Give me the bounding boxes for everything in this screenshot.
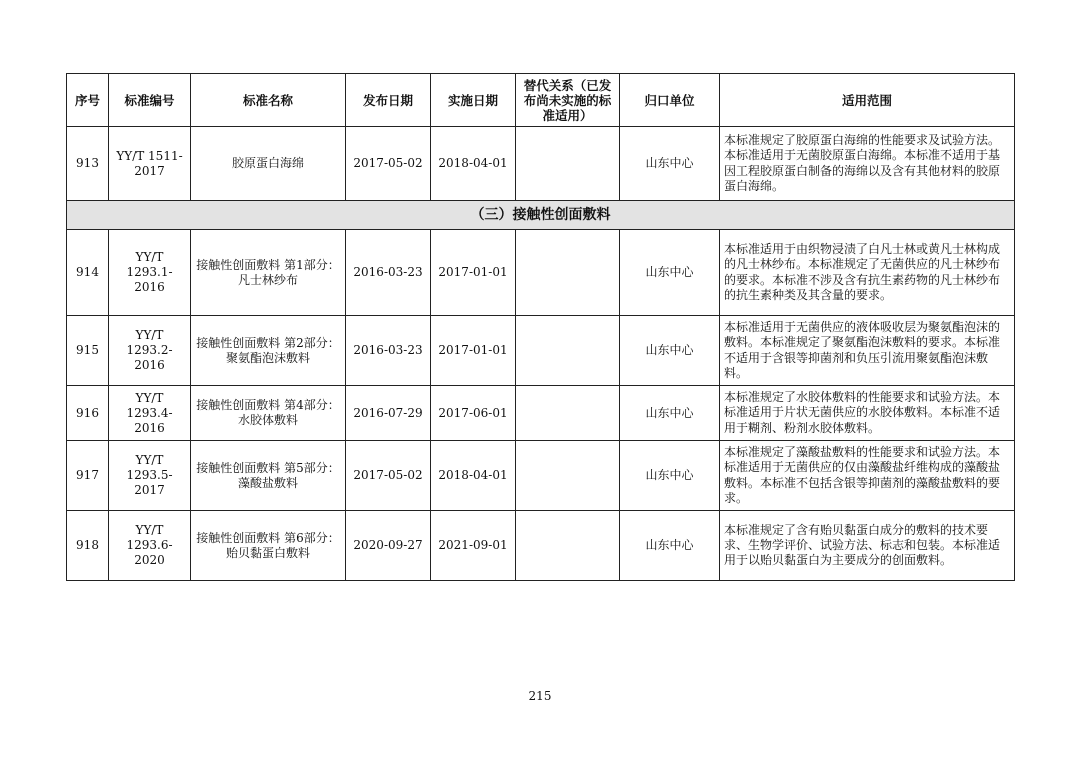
table-row: [67, 230, 1015, 316]
row-number: 914: [67, 230, 109, 316]
row-number: 916: [67, 386, 109, 441]
standard-code: YY/T 1293.1-2016: [109, 230, 191, 316]
standard-code: YY/T 1293.5-2017: [109, 441, 191, 511]
scope: 本标准规定了胶原蛋白海绵的性能要求及试验方法。本标准适用于无菌胶原蛋白海绵。本标准不适用于基因工程胶原蛋白制备的海绵以及含有其他材料的胶原蛋白海绵。: [720, 127, 1015, 201]
publish-date: 2017-05-02: [346, 127, 431, 201]
standard-name: 接触性创面敷料 第4部分：水胶体敷料: [191, 386, 346, 441]
replacement: [516, 316, 620, 386]
header-cell-replacement: 替代关系（已发布尚未实施的标准适用）: [516, 74, 620, 127]
row-number: 913: [67, 127, 109, 201]
unit: 山东中心: [620, 316, 720, 386]
header-cell-code: 标准编号: [109, 74, 191, 127]
standard-name: 接触性创面敷料 第1部分：凡士林纱布: [191, 230, 346, 316]
table-row: [67, 127, 1015, 201]
row-number: 918: [67, 511, 109, 581]
unit: 山东中心: [620, 127, 720, 201]
header-row: [67, 74, 1015, 127]
implement-date: 2021-09-01: [431, 511, 516, 581]
standard-code: YY/T 1293.2-2016: [109, 316, 191, 386]
table-row: [67, 441, 1015, 511]
standards-table: [66, 73, 1015, 581]
replacement: [516, 127, 620, 201]
table-row: [67, 511, 1015, 581]
implement-date: 2017-01-01: [431, 316, 516, 386]
publish-date: 2020-09-27: [346, 511, 431, 581]
scope: 本标准规定了水胶体敷料的性能要求和试验方法。本标准适用于片状无菌供应的水胶体敷料。本标准不适用于糊剂、粉剂水胶体敷料。: [720, 386, 1015, 441]
implement-date: 2017-06-01: [431, 386, 516, 441]
scope: 本标准适用于无菌供应的液体吸收层为聚氨酯泡沫的敷料。本标准规定了聚氨酯泡沫敷料的要求。本标准不适用于含银等抑菌剂和负压引流用聚氨酯泡沫敷料。: [720, 316, 1015, 386]
implement-date: 2017-01-01: [431, 230, 516, 316]
implement-date: 2018-04-01: [431, 127, 516, 201]
standard-code: YY/T 1511-2017: [109, 127, 191, 201]
standard-name: 接触性创面敷料 第2部分：聚氨酯泡沫敷料: [191, 316, 346, 386]
publish-date: 2017-05-02: [346, 441, 431, 511]
publish-date: 2016-07-29: [346, 386, 431, 441]
unit: 山东中心: [620, 511, 720, 581]
standard-code: YY/T 1293.4-2016: [109, 386, 191, 441]
header-cell-name: 标准名称: [191, 74, 346, 127]
scope: 本标准规定了含有贻贝黏蛋白成分的敷料的技术要求、生物学评价、试验方法、标志和包装。本标准适用于以贻贝黏蛋白为主要成分的创面敷料。: [720, 511, 1015, 581]
publish-date: 2016-03-23: [346, 230, 431, 316]
implement-date: 2018-04-01: [431, 441, 516, 511]
page-number: 215: [528, 689, 552, 703]
header-cell-scope: 适用范围: [720, 74, 1015, 127]
table-row: [67, 386, 1015, 441]
header-cell-publish-date: 发布日期: [346, 74, 431, 127]
standard-name: 接触性创面敷料 第6部分：贻贝黏蛋白敷料: [191, 511, 346, 581]
unit: 山东中心: [620, 441, 720, 511]
header-cell-implement-date: 实施日期: [431, 74, 516, 127]
scope: 本标准规定了藻酸盐敷料的性能要求和试验方法。本标准适用于无菌供应的仅由藻酸盐纤维构成的藻酸盐敷料。本标准不包括含银等抑菌剂的藻酸盐敷料的要求。: [720, 441, 1015, 511]
standard-name: 胶原蛋白海绵: [191, 127, 346, 201]
header-cell-no: 序号: [67, 74, 109, 127]
scope: 本标准适用于由织物浸渍了白凡士林或黄凡士林构成的凡士林纱布。本标准规定了无菌供应的凡士林纱布的要求。本标准不涉及含有抗生素药物的凡士林纱布的抗生素种类及其含量的要求。: [720, 230, 1015, 316]
table-row: [67, 316, 1015, 386]
unit: 山东中心: [620, 230, 720, 316]
section-title: （三）接触性创面敷料: [67, 201, 1015, 230]
standard-code: YY/T 1293.6-2020: [109, 511, 191, 581]
row-number: 917: [67, 441, 109, 511]
replacement: [516, 230, 620, 316]
replacement: [516, 441, 620, 511]
replacement: [516, 511, 620, 581]
section-row: [67, 201, 1015, 230]
publish-date: 2016-03-23: [346, 316, 431, 386]
row-number: 915: [67, 316, 109, 386]
unit: 山东中心: [620, 386, 720, 441]
replacement: [516, 386, 620, 441]
standard-name: 接触性创面敷料 第5部分：藻酸盐敷料: [191, 441, 346, 511]
header-cell-unit: 归口单位: [620, 74, 720, 127]
